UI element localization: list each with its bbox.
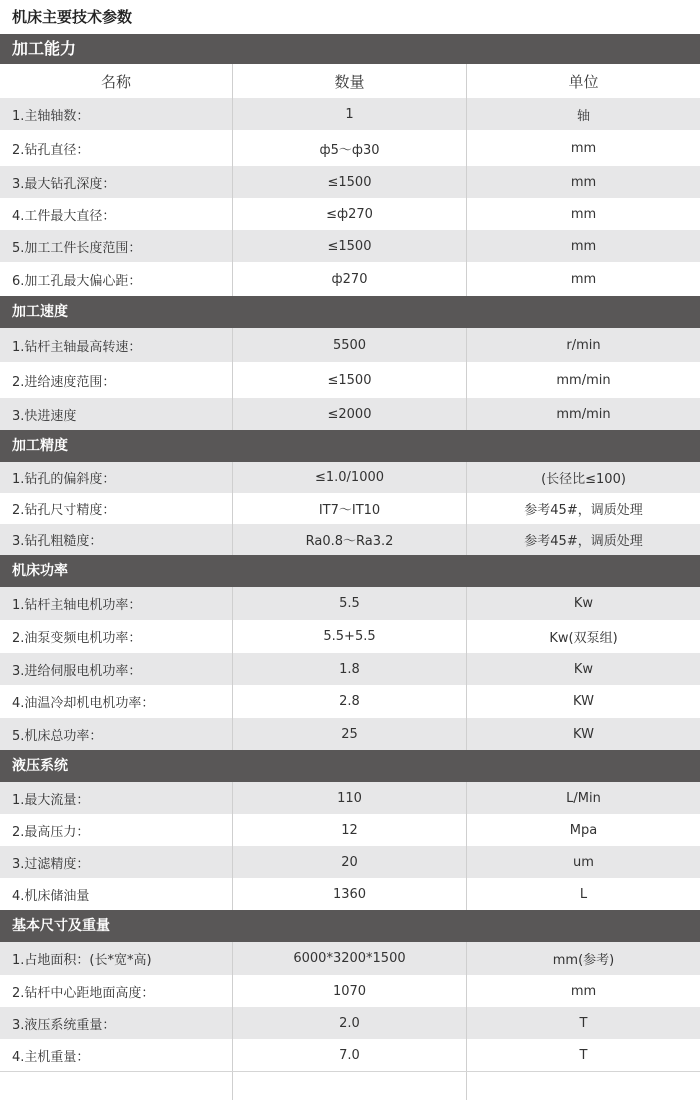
param-name: 1.最大流量： — [0, 782, 233, 814]
param-value: 110 — [233, 782, 467, 814]
param-unit: mm(参考) — [552, 953, 615, 968]
param-name: 3.最大钻孔深度： — [0, 166, 233, 198]
table-row — [0, 166, 700, 198]
param-unit: um — [573, 854, 594, 870]
table-footer-row — [0, 1071, 700, 1100]
param-name: 3.钻孔粗糙度： — [0, 524, 233, 555]
param-unit: T — [579, 1047, 588, 1063]
param-name: 2.钻孔尺寸精度： — [0, 493, 233, 524]
table-row — [0, 198, 700, 230]
param-value: 25 — [233, 718, 467, 750]
param-name: 4.机床储油量 — [0, 878, 233, 910]
section-header: 基本尺寸及重量 — [0, 910, 700, 942]
column-header-row — [0, 64, 700, 98]
param-value: 1.8 — [233, 653, 467, 685]
param-unit: L — [579, 886, 588, 902]
param-name: 3.进给伺服电机功率： — [0, 653, 233, 685]
table-row — [0, 782, 700, 814]
param-value: ≤1500 — [233, 166, 467, 198]
param-value: 6000*3200*1500 — [233, 942, 467, 975]
param-unit: (长径比≤100) — [541, 472, 626, 487]
empty-cell — [233, 1072, 467, 1100]
param-name: 4.主机重量： — [0, 1039, 233, 1071]
param-name: 1.主轴轴数： — [0, 98, 233, 130]
table-row — [0, 685, 700, 718]
table-row — [0, 1039, 700, 1071]
table-row — [0, 653, 700, 685]
param-name: 2.进给速度范围： — [0, 362, 233, 398]
param-name: 4.油温冷却机电机功率： — [0, 685, 233, 718]
param-unit: 轴 — [576, 108, 590, 124]
table-row — [0, 493, 700, 524]
param-value: ≤1.0/1000 — [233, 462, 467, 493]
param-value: 1 — [233, 98, 467, 130]
param-name: 2.油泵变频电机功率： — [0, 620, 233, 653]
table-row — [0, 878, 700, 910]
table-row — [0, 98, 700, 130]
empty-cell — [467, 1072, 700, 1100]
param-unit: Kw — [573, 596, 594, 611]
table-row — [0, 130, 700, 166]
param-unit: mm — [570, 983, 597, 999]
param-value: 2.8 — [233, 685, 467, 718]
param-name: 2.钻杆中心距地面高度： — [0, 975, 233, 1007]
page-title: 机床主要技术参数 — [12, 8, 133, 26]
param-name: 3.液压系统重量： — [0, 1007, 233, 1039]
table-row — [0, 328, 700, 362]
empty-cell — [0, 1072, 233, 1100]
param-unit: Mpa — [569, 822, 598, 838]
param-unit: KW — [573, 694, 594, 709]
param-name: 5.机床总功率： — [0, 718, 233, 750]
param-unit: mm/min — [556, 406, 611, 422]
column-header-unit: 单位 — [568, 72, 599, 91]
param-value: 12 — [233, 814, 467, 846]
param-unit: Kw(双泵组) — [549, 631, 618, 646]
param-value: 5.5+5.5 — [233, 620, 467, 653]
table-row — [0, 846, 700, 878]
param-name: 2.钻孔直径： — [0, 130, 233, 166]
param-name: 3.快进速度 — [0, 398, 233, 430]
param-value: 5500 — [233, 328, 467, 362]
param-value: ≤1500 — [233, 362, 467, 398]
table-row — [0, 362, 700, 398]
table-row — [0, 975, 700, 1007]
table-row — [0, 587, 700, 620]
param-unit: 参考45#，调质处理 — [524, 534, 643, 549]
table-row — [0, 1007, 700, 1039]
table-row — [0, 942, 700, 975]
param-value: 2.0 — [233, 1007, 467, 1039]
param-value: ≤ф270 — [233, 198, 467, 230]
param-value: 20 — [233, 846, 467, 878]
section-header: 液压系统 — [0, 750, 700, 782]
param-value: ≤2000 — [233, 398, 467, 430]
param-value: ф5～ф30 — [233, 130, 467, 166]
param-name: 1.钻孔的偏斜度： — [0, 462, 233, 493]
spec-table — [0, 34, 700, 1100]
param-name: 6.加工孔最大偏心距： — [0, 262, 233, 296]
param-name: 1.占地面积：(长*宽*高) — [0, 942, 233, 975]
table-row — [0, 462, 700, 493]
param-value: 1070 — [233, 975, 467, 1007]
param-unit: mm — [570, 206, 597, 222]
param-name: 3.过滤精度： — [0, 846, 233, 878]
column-header-name: 名称 — [0, 64, 233, 98]
section-header: 加工能力 — [0, 34, 700, 64]
param-value: ≤1500 — [233, 230, 467, 262]
table-row — [0, 620, 700, 653]
table-row — [0, 524, 700, 555]
param-unit: 参考45#，调质处理 — [524, 503, 643, 518]
param-name: 1.钻杆主轴电机功率： — [0, 587, 233, 620]
table-row — [0, 398, 700, 430]
table-row — [0, 262, 700, 296]
section-header: 加工速度 — [0, 296, 700, 328]
param-unit: KW — [573, 726, 594, 742]
section-header: 加工精度 — [0, 430, 700, 462]
table-row — [0, 718, 700, 750]
param-unit: mm — [570, 174, 597, 190]
param-value: 7.0 — [233, 1039, 467, 1071]
param-value: Ra0.8～Ra3.2 — [233, 524, 467, 555]
param-unit: r/min — [566, 337, 601, 353]
section-header: 机床功率 — [0, 555, 700, 587]
param-name: 1.钻杆主轴最高转速： — [0, 328, 233, 362]
param-value: 1360 — [233, 878, 467, 910]
param-unit: mm — [570, 140, 597, 156]
param-unit: mm/min — [556, 372, 611, 388]
param-name: 4.工件最大直径： — [0, 198, 233, 230]
column-header-quantity: 数量 — [233, 64, 467, 98]
param-unit: mm — [570, 238, 597, 254]
table-row — [0, 230, 700, 262]
param-name: 5.加工工件长度范围： — [0, 230, 233, 262]
param-unit: T — [579, 1015, 588, 1031]
param-value: ф270 — [233, 262, 467, 296]
table-row — [0, 814, 700, 846]
param-name: 2.最高压力： — [0, 814, 233, 846]
param-unit: L/Min — [566, 790, 601, 806]
param-unit: Kw — [573, 661, 594, 677]
param-unit: mm — [570, 271, 597, 287]
param-value: IT7～IT10 — [233, 493, 467, 524]
param-value: 5.5 — [233, 587, 467, 620]
